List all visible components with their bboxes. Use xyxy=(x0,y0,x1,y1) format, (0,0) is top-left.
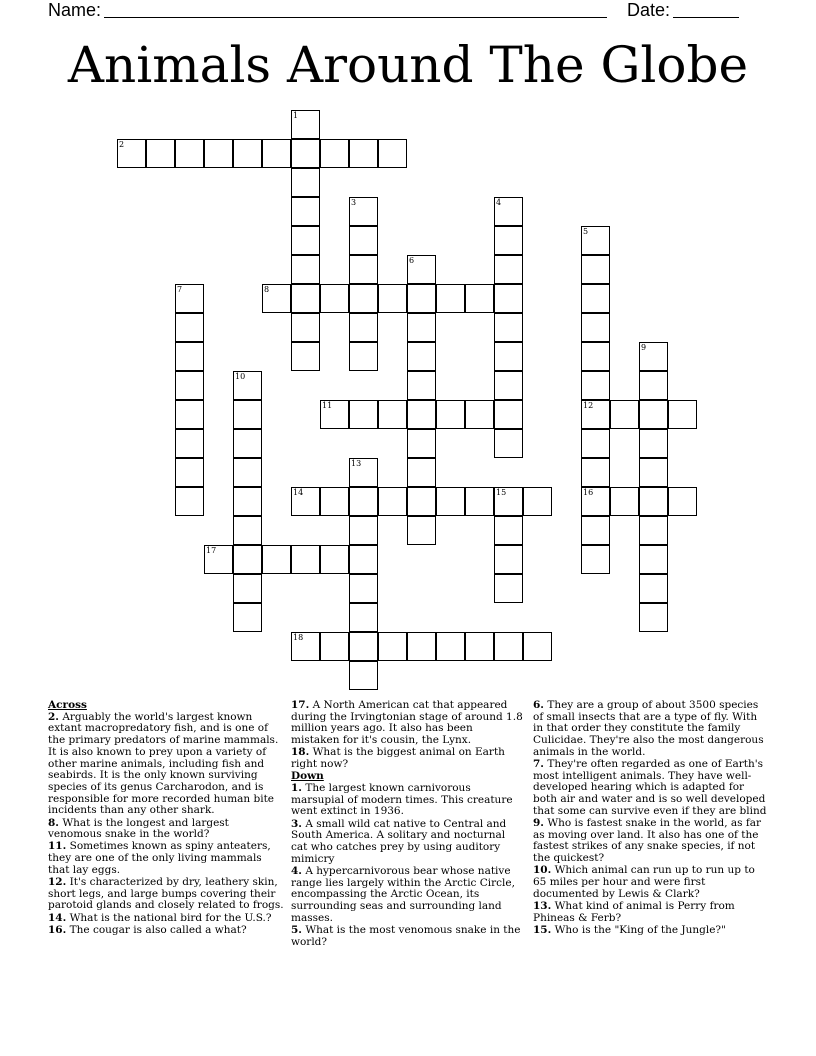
grid-cell[interactable] xyxy=(639,371,668,400)
grid-cell[interactable] xyxy=(436,400,465,429)
clue-down-9: 9. Who is fastest snake in the world, as far as moving over land. It also has one of the fastest strikes of any snake species, if not the quickest? xyxy=(533,817,762,865)
grid-cell[interactable] xyxy=(233,574,262,603)
grid-cell[interactable] xyxy=(349,400,378,429)
grid-cell[interactable] xyxy=(291,545,320,574)
clue-number: 4 xyxy=(496,198,502,207)
grid-cell[interactable] xyxy=(407,429,436,458)
grid-cell[interactable] xyxy=(233,429,262,458)
grid-cell[interactable] xyxy=(407,516,436,545)
clue-across-2: 2. Arguably the world's largest known extant macropredatory fish, and is one of the primary predators of marine mammals. It is also known to prey upon a variety of other marine animals, including fish and seabirds. It is the only known surviving species of its genus Carcharodon, and is responsible for more recorded human bite incidents than any other shark. xyxy=(48,710,279,817)
grid-cell[interactable] xyxy=(581,545,610,574)
clue-number: 7 xyxy=(177,285,183,294)
grid-cell[interactable] xyxy=(407,284,436,313)
grid-cell[interactable] xyxy=(320,632,349,661)
clue-number: 17 xyxy=(206,546,217,555)
clue-number: 9 xyxy=(641,343,647,352)
clue-down-7: 7. They're often regarded as one of Earth's most intelligent animals. They have well-developed hearing which is adapted for both air and water and is so well developed that some can survive even if they are blind xyxy=(533,758,767,817)
clue-across-18: 18. What is the biggest animal on Earth right now? xyxy=(291,746,505,771)
grid-cell[interactable] xyxy=(291,632,320,661)
grid-cell[interactable] xyxy=(407,632,436,661)
grid-cell[interactable] xyxy=(233,545,262,574)
grid-cell[interactable] xyxy=(494,284,523,313)
grid-cell[interactable] xyxy=(639,458,668,487)
puzzle-title: Animals Around The Globe xyxy=(67,36,749,94)
grid-cell[interactable] xyxy=(639,545,668,574)
grid-cell[interactable] xyxy=(175,487,204,516)
clue-number: 16 xyxy=(583,488,594,497)
grid-cell[interactable] xyxy=(639,342,668,371)
grid-cell[interactable] xyxy=(581,226,610,255)
grid-cell[interactable] xyxy=(233,400,262,429)
grid-cell[interactable] xyxy=(262,139,291,168)
grid-cell[interactable] xyxy=(233,603,262,632)
grid-cell[interactable] xyxy=(349,458,378,487)
grid-cell[interactable] xyxy=(494,226,523,255)
grid-cell[interactable] xyxy=(523,632,552,661)
grid-cell[interactable] xyxy=(378,139,407,168)
grid-cell[interactable] xyxy=(581,516,610,545)
clue-across-11: 11. Sometimes known as spiny anteaters, they are one of the only living mammals that lay eggs. xyxy=(48,840,271,876)
grid-cell[interactable] xyxy=(349,574,378,603)
clues-column-3 xyxy=(533,700,769,937)
grid-cell[interactable] xyxy=(494,545,523,574)
clue-down-6: 6. They are a group of about 3500 species of small insects that are a type of fly. With in that order they constitute the family Culicidae. They're also the most dangerous animals in the world. xyxy=(533,699,764,758)
grid-cell[interactable] xyxy=(668,400,697,429)
grid-cell[interactable] xyxy=(494,371,523,400)
clue-across-14: 14. What is the national bird for the U.S.? xyxy=(48,911,272,924)
grid-cell[interactable] xyxy=(291,168,320,197)
grid-cell[interactable] xyxy=(581,458,610,487)
grid-cell[interactable] xyxy=(407,487,436,516)
clue-down-5: 5. What is the most venomous snake in the world? xyxy=(291,923,521,948)
across-heading: Across xyxy=(48,699,87,711)
clue-number: 1 xyxy=(293,111,299,120)
clue-number: 3 xyxy=(351,198,357,207)
clue-down-1: 1. The largest known carnivorous marsupial of modern times. This creature went extinct in 1936. xyxy=(291,781,513,818)
grid-cell[interactable] xyxy=(639,603,668,632)
grid-cell[interactable] xyxy=(407,313,436,342)
clue-down-13: 13. What kind of animal is Perry from Phineas & Ferb? xyxy=(533,899,735,924)
grid-cell[interactable] xyxy=(639,516,668,545)
grid-cell[interactable] xyxy=(407,255,436,284)
grid-cell[interactable] xyxy=(407,458,436,487)
grid-cell[interactable] xyxy=(465,284,494,313)
grid-cell[interactable] xyxy=(349,284,378,313)
grid-cell[interactable] xyxy=(291,342,320,371)
grid-cell[interactable] xyxy=(436,487,465,516)
grid-cell[interactable] xyxy=(175,139,204,168)
grid-cell[interactable] xyxy=(581,371,610,400)
grid-cell[interactable] xyxy=(320,487,349,516)
grid-cell[interactable] xyxy=(262,545,291,574)
grid-cell[interactable] xyxy=(349,197,378,226)
grid-cell[interactable] xyxy=(320,139,349,168)
clue-number: 11 xyxy=(322,401,333,410)
grid-cell[interactable] xyxy=(581,487,610,516)
clue-number: 14 xyxy=(293,488,304,497)
clue-number: 18 xyxy=(293,633,304,642)
clue-across-12: 12. It's characterized by dry, leathery skin, short legs, and large bumps covering their parotoid glands and closely related to frogs. xyxy=(48,876,284,912)
grid-cell[interactable] xyxy=(407,342,436,371)
grid-cell[interactable] xyxy=(465,487,494,516)
grid-cell[interactable] xyxy=(407,400,436,429)
grid-cell[interactable] xyxy=(175,400,204,429)
grid-cell[interactable] xyxy=(581,313,610,342)
grid-cell[interactable] xyxy=(291,313,320,342)
clue-number: 15 xyxy=(496,488,507,497)
grid-cell[interactable] xyxy=(175,429,204,458)
grid-cell[interactable] xyxy=(581,255,610,284)
grid-cell[interactable] xyxy=(494,429,523,458)
grid-cell[interactable] xyxy=(349,139,378,168)
grid-cell[interactable] xyxy=(175,284,204,313)
clue-number: 10 xyxy=(235,372,246,381)
grid-cell[interactable] xyxy=(494,574,523,603)
grid-cell[interactable] xyxy=(639,487,668,516)
grid-cell[interactable] xyxy=(349,632,378,661)
grid-cell[interactable] xyxy=(349,516,378,545)
grid-cell[interactable] xyxy=(610,487,639,516)
clue-across-17: 17. A North American cat that appeared during the Irvingtonian stage of around 1.8 million years ago. It also has been mistaken for it's cousin, the Lynx. xyxy=(291,699,523,747)
grid-cell[interactable] xyxy=(349,255,378,284)
clue-down-3: 3. A small wild cat native to Central and South America. A solitary and nocturnal cat who catches prey by using auditory mimicry xyxy=(291,817,507,865)
grid-cell[interactable] xyxy=(175,458,204,487)
grid-cell[interactable] xyxy=(494,342,523,371)
clue-down-10: 10. Which animal can run up to run up to 65 miles per hour and were first documented by Lewis & Clark? xyxy=(533,864,755,900)
grid-cell[interactable] xyxy=(494,487,523,516)
grid-cell[interactable] xyxy=(204,545,233,574)
grid-cell[interactable] xyxy=(233,458,262,487)
grid-cell[interactable] xyxy=(291,255,320,284)
grid-cell[interactable] xyxy=(349,487,378,516)
grid-cell[interactable] xyxy=(233,139,262,168)
grid-cell[interactable] xyxy=(175,342,204,371)
grid-cell[interactable] xyxy=(581,342,610,371)
grid-cell[interactable] xyxy=(436,632,465,661)
name-label: Name: xyxy=(48,0,102,20)
clue-number: 8 xyxy=(264,285,270,294)
grid-cell[interactable] xyxy=(378,632,407,661)
date-label: Date: xyxy=(627,0,671,20)
clue-number: 6 xyxy=(409,256,415,265)
grid-cell[interactable] xyxy=(494,197,523,226)
grid-cell[interactable] xyxy=(233,371,262,400)
grid-cell[interactable] xyxy=(349,313,378,342)
grid-cell[interactable] xyxy=(349,603,378,632)
grid-cell[interactable] xyxy=(349,342,378,371)
down-heading: Down xyxy=(291,770,324,783)
grid-cell[interactable] xyxy=(523,487,552,516)
clue-across-8: 8. What is the longest and largest venomous snake in the world? xyxy=(48,816,229,841)
grid-cell[interactable] xyxy=(639,400,668,429)
grid-cell[interactable] xyxy=(320,284,349,313)
grid-cell[interactable] xyxy=(639,574,668,603)
clue-number: 13 xyxy=(351,459,362,468)
grid-cell[interactable] xyxy=(581,400,610,429)
grid-cell[interactable] xyxy=(378,400,407,429)
grid-cell[interactable] xyxy=(494,313,523,342)
grid-cell[interactable] xyxy=(494,516,523,545)
clues-column-2 xyxy=(291,700,523,949)
clue-number: 12 xyxy=(583,401,594,410)
grid-cell[interactable] xyxy=(494,632,523,661)
grid-cell[interactable] xyxy=(146,139,175,168)
grid-cell[interactable] xyxy=(494,255,523,284)
grid-cell[interactable] xyxy=(581,429,610,458)
grid-cell[interactable] xyxy=(668,487,697,516)
clue-across-16: 16. The cougar is also called a what? xyxy=(48,923,247,936)
grid-cell[interactable] xyxy=(581,284,610,313)
grid-cell[interactable] xyxy=(291,284,320,313)
grid-cell[interactable] xyxy=(349,661,378,690)
grid-cell[interactable] xyxy=(175,313,204,342)
grid-cell[interactable] xyxy=(639,429,668,458)
grid-cell[interactable] xyxy=(320,400,349,429)
grid-cell[interactable] xyxy=(291,197,320,226)
grid-cell[interactable] xyxy=(436,284,465,313)
grid-cell[interactable] xyxy=(465,632,494,661)
clues-column-1 xyxy=(48,700,284,937)
clue-down-15: 15. Who is the "King of the Jungle?" xyxy=(533,923,726,936)
grid-cell[interactable] xyxy=(349,226,378,255)
grid-cell[interactable] xyxy=(117,139,146,168)
grid-cell[interactable] xyxy=(291,487,320,516)
grid-cell[interactable] xyxy=(233,487,262,516)
grid-cell[interactable] xyxy=(262,284,291,313)
grid-cell[interactable] xyxy=(610,400,639,429)
clue-number: 2 xyxy=(119,140,125,149)
grid-cell[interactable] xyxy=(378,487,407,516)
grid-cell[interactable] xyxy=(233,516,262,545)
clue-down-4: 4. A hypercarnivorous bear whose native range lies largely within the Arctic Circle, encompassing the Arctic Ocean, its surrounding seas and surrounding land masses. xyxy=(291,864,515,924)
grid-cell[interactable] xyxy=(291,110,320,139)
grid-cell[interactable] xyxy=(349,545,378,574)
grid-cell[interactable] xyxy=(175,371,204,400)
grid-cell[interactable] xyxy=(494,400,523,429)
grid-cell[interactable] xyxy=(291,139,320,168)
grid-cell[interactable] xyxy=(320,545,349,574)
grid-cell[interactable] xyxy=(204,139,233,168)
grid-cell[interactable] xyxy=(378,284,407,313)
grid-cell[interactable] xyxy=(291,226,320,255)
clue-number: 5 xyxy=(583,227,589,236)
grid-cell[interactable] xyxy=(465,400,494,429)
grid-cell[interactable] xyxy=(407,371,436,400)
